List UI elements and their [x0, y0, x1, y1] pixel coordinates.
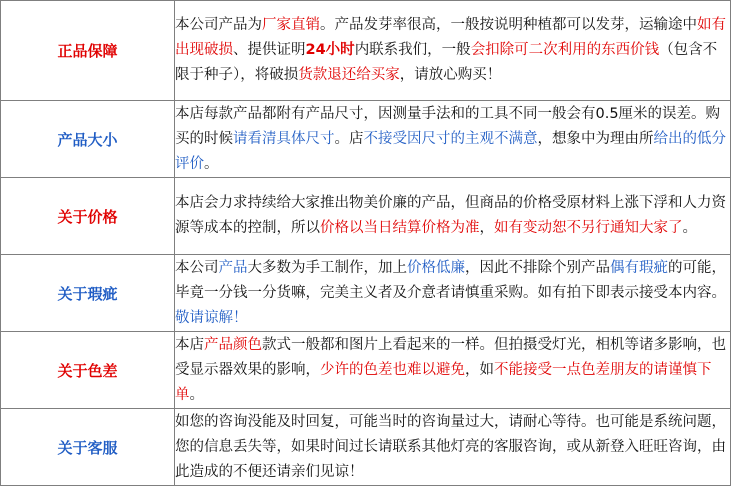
description-segment: 不能接受一点色差朋友的请谨慎下单 [175, 361, 712, 403]
description-segment: 货款退还给买家 [298, 67, 400, 83]
description-segment: 款式一般都和图片上看起来的一样。但拍摄受灯光，相机等诸多影响，也受显示器效果的影响， [175, 336, 726, 378]
row-heading: 正品保障 [1, 1, 175, 101]
row-description [175, 332, 731, 409]
description-segment: 如您的咨询没能及时回复，可能当时的咨询量过大，请耐心等待。也可能是系统问题，您的信息丢失等，如果时间过长请联系其他灯亮的客服咨询，或从新登入旺旺咨询，由此造成的不便还请亲们见谅！ [175, 413, 726, 480]
description-segment: ，请放心购买！ [399, 67, 502, 83]
description-segment: 本店 [175, 336, 204, 353]
description-segment: 本店会力求持续给大家推出物美价廉的产品，但商品的价格受原材料上涨下浮和人力资源等成本的控制，所以 [175, 195, 726, 236]
description-segment: ，因此不排除个别产品 [465, 259, 610, 276]
description-segment: 产品 [218, 259, 248, 276]
description-segment: 、提供证明 [233, 42, 306, 58]
description-segment: 价格低廉 [407, 259, 465, 276]
row-heading: 关于价格 [1, 178, 175, 255]
description-segment: 本公司 [175, 259, 219, 276]
row-description [175, 1, 731, 101]
description-segment: ，想象中为理由所 [537, 130, 654, 147]
description-segment: ， [479, 220, 494, 236]
description-segment: 大多数为手工制作，加上 [247, 259, 407, 276]
description-segment: 本店每款产品都附有产品尺寸，因测量手法和的工具不同一般会有0.5厘米的误差。购买的时候 [175, 105, 721, 147]
row-description [175, 255, 731, 332]
description-segment: ，如 [465, 361, 494, 378]
description-segment: 少许的色差也难以避免 [320, 361, 465, 378]
description-segment: 。 [682, 220, 697, 236]
row-heading: 关于客服 [1, 409, 175, 486]
description-segment: 敬请谅解！ [175, 309, 248, 326]
description-segment: 如有变动恕不另行通知大家了 [494, 220, 683, 236]
description-segment: 请看清具体尺寸 [233, 130, 335, 147]
row-heading: 关于瑕疵 [1, 255, 175, 332]
description-segment: 价格以当日结算价格为准 [320, 220, 480, 236]
policy-row-price [1, 178, 731, 255]
description-segment: 如有出现破损 [175, 17, 726, 58]
policy-row-defects [1, 255, 731, 332]
row-description [175, 178, 731, 255]
description-segment: 。产品发芽率很高，一般按说明种植都可以发芽，运输途中 [320, 17, 697, 33]
description-segment: 厂家直销 [262, 17, 320, 33]
row-heading: 关于色差 [1, 332, 175, 409]
row-heading: 产品大小 [1, 101, 175, 178]
description-segment: 内联系我们，一般 [354, 42, 471, 58]
description-segment: 偶有瑕疵 [610, 259, 668, 276]
description-segment: 。 [189, 386, 204, 403]
description-segment: （包含不限于种子），将破损 [175, 42, 718, 83]
description-segment: 。店 [334, 130, 364, 147]
description-segment: 产品颜色 [204, 336, 262, 353]
description-segment: 给出的低分评价 [175, 130, 726, 172]
description-segment: 的可能，毕竟一分钱一分货嘛，完美主义者及介意者请慎重采购。如有拍下即表示接受本内容。 [175, 259, 726, 301]
row-description [175, 101, 731, 178]
description-segment: 24小时 [305, 42, 355, 58]
description-segment: 。 [204, 155, 219, 172]
policy-row-authentic [1, 1, 731, 101]
policy-row-color [1, 332, 731, 409]
description-segment: 不接受因尺寸的主观不满意 [363, 130, 538, 147]
description-segment: 本公司产品为 [175, 17, 262, 33]
policy-row-service [1, 409, 731, 486]
row-description [175, 409, 731, 486]
policy-row-size [1, 101, 731, 178]
description-segment: 会扣除可二次利用的东西价钱 [470, 42, 660, 58]
